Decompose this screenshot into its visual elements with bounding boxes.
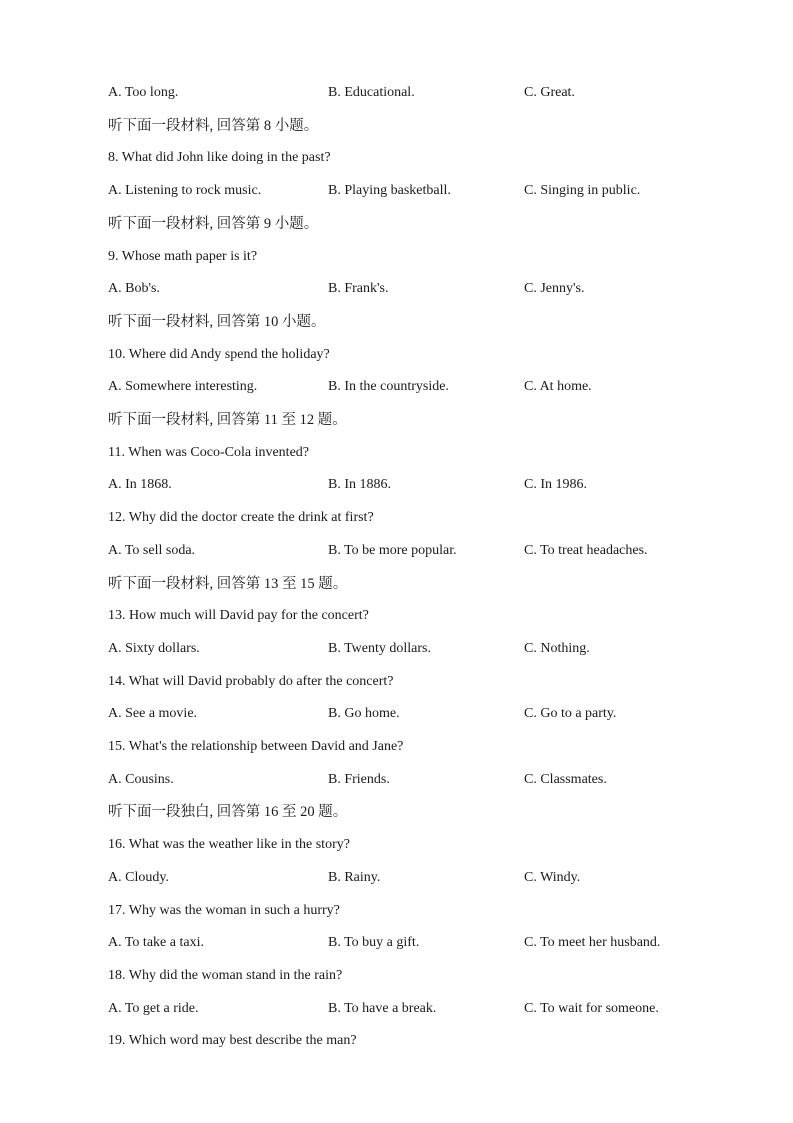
- option-a: A. See a movie.: [108, 706, 198, 721]
- question-text: 9. Whose math paper is it?: [108, 249, 258, 264]
- option-a: A. Sixty dollars.: [108, 641, 200, 656]
- option-b: B. Rainy.: [328, 870, 381, 885]
- option-c: C. To meet her husband.: [524, 935, 661, 950]
- option-c: C. Nothing.: [524, 641, 590, 656]
- option-b: B. Friends.: [328, 772, 390, 787]
- option-a: A. To get a ride.: [108, 1001, 199, 1016]
- option-b: B. Go home.: [328, 706, 400, 721]
- option-b: B. To have a break.: [328, 1001, 437, 1016]
- option-a: A. In 1868.: [108, 477, 172, 492]
- option-a: A. Listening to rock music.: [108, 183, 262, 198]
- question-text: 11. When was Coco-Cola invented?: [108, 445, 310, 460]
- option-c: C. To treat headaches.: [524, 543, 648, 558]
- option-b: B. Twenty dollars.: [328, 641, 431, 656]
- option-b: B. Playing basketball.: [328, 183, 451, 198]
- section-instruction: 听下面一段材料, 回答第 9 小题。: [108, 216, 319, 232]
- option-b: B. In the countryside.: [328, 379, 449, 394]
- question-text: 8. What did John like doing in the past?: [108, 150, 331, 165]
- option-c: C. At home.: [524, 379, 592, 394]
- option-a: A. To sell soda.: [108, 543, 196, 558]
- section-instruction: 听下面一段材料, 回答第 11 至 12 题。: [108, 412, 347, 428]
- option-a: A. Too long.: [108, 85, 179, 100]
- question-text: 13. How much will David pay for the concert?: [108, 608, 369, 623]
- option-a: A. Bob's.: [108, 281, 160, 296]
- option-c: C. To wait for someone.: [524, 1001, 659, 1016]
- section-instruction: 听下面一段材料, 回答第 13 至 15 题。: [108, 576, 348, 592]
- option-c: C. Jenny's.: [524, 281, 585, 296]
- question-text: 15. What's the relationship between David and Jane?: [108, 739, 404, 754]
- question-text: 12. Why did the doctor create the drink at first?: [108, 510, 374, 525]
- option-b: B. Educational.: [328, 85, 415, 100]
- section-instruction: 听下面一段材料, 回答第 8 小题。: [108, 118, 319, 134]
- option-b: B. In 1886.: [328, 477, 391, 492]
- option-c: C. Classmates.: [524, 772, 607, 787]
- option-a: A. Somewhere interesting.: [108, 379, 258, 394]
- section-instruction: 听下面一段独白, 回答第 16 至 20 题。: [108, 804, 348, 820]
- option-c: C. Windy.: [524, 870, 581, 885]
- option-a: A. To take a taxi.: [108, 935, 204, 950]
- option-b: B. Frank's.: [328, 281, 389, 296]
- question-text: 17. Why was the woman in such a hurry?: [108, 903, 340, 918]
- option-c: C. In 1986.: [524, 477, 587, 492]
- question-text: 10. Where did Andy spend the holiday?: [108, 347, 330, 362]
- question-text: 19. Which word may best describe the man?: [108, 1033, 357, 1048]
- section-instruction: 听下面一段材料, 回答第 10 小题。: [108, 314, 326, 330]
- option-a: A. Cousins.: [108, 772, 174, 787]
- question-text: 18. Why did the woman stand in the rain?: [108, 968, 343, 983]
- option-b: B. To be more popular.: [328, 543, 457, 558]
- option-a: A. Cloudy.: [108, 870, 169, 885]
- question-text: 14. What will David probably do after the concert?: [108, 674, 394, 689]
- option-c: C. Great.: [524, 85, 575, 100]
- question-text: 16. What was the weather like in the story?: [108, 837, 350, 852]
- option-b: B. To buy a gift.: [328, 935, 420, 950]
- option-c: C. Singing in public.: [524, 183, 641, 198]
- option-c: C. Go to a party.: [524, 706, 617, 721]
